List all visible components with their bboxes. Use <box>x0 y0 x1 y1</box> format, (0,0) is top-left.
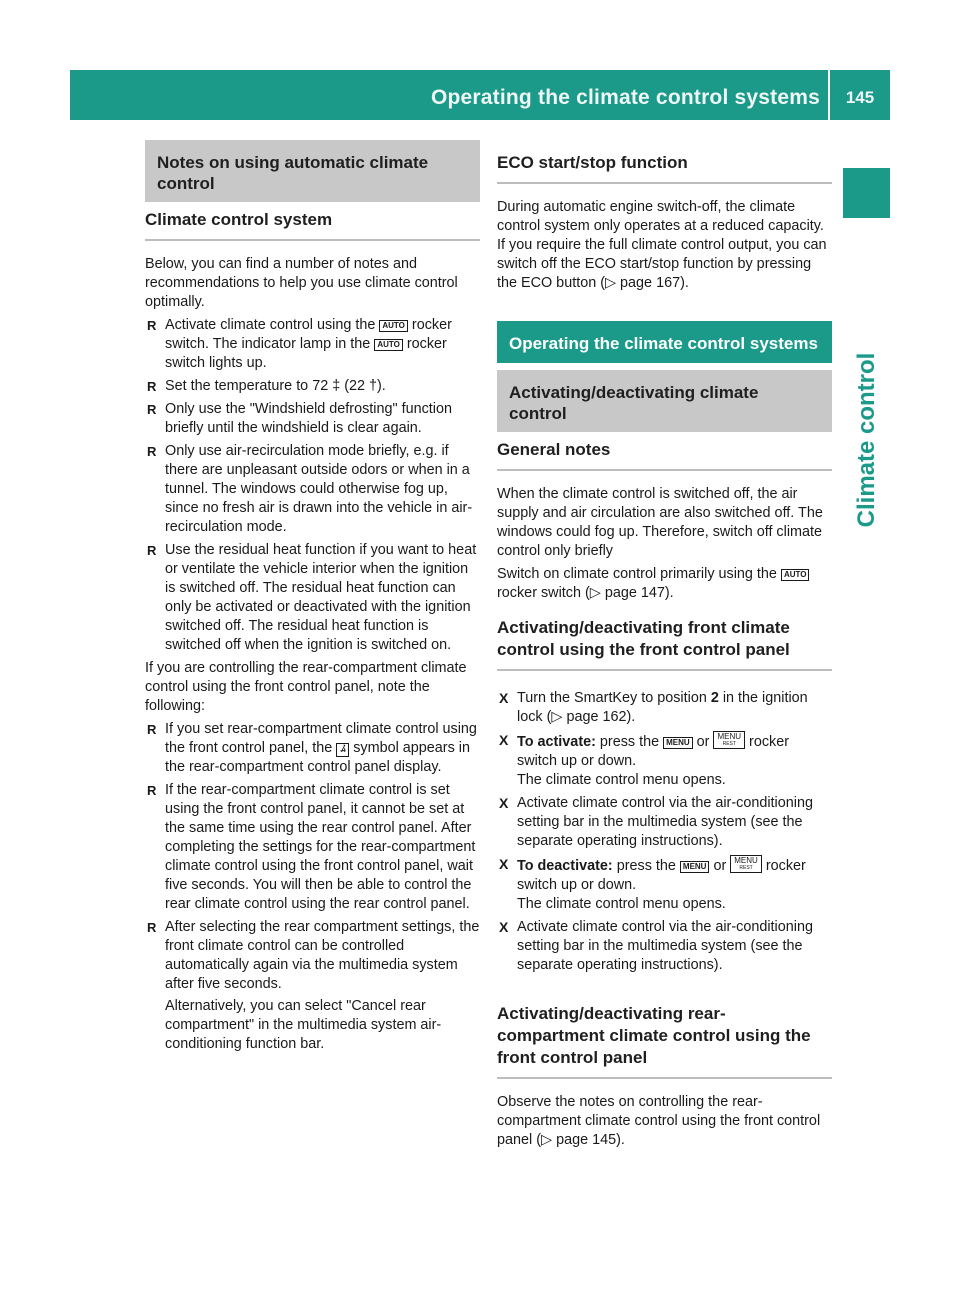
general-paragraph: When the climate control is switched off, the air supply and air circulation are also switched off. The windows could fog up. Therefore, switch off climate control only briefly <box>497 486 823 559</box>
auto-button-icon: AUTO <box>781 569 810 581</box>
subheading-general-notes: General notes <box>497 439 832 471</box>
menu-rest-button-icon: MENU REST <box>713 731 745 749</box>
list-item: R Only use air-recirculation mode briefly, e.g. if there are unpleasant outside odors or when in a tunnel. The windows could otherwise fog up, since no fresh air is drawn into the vehicle in air-recirculation mode. <box>145 442 480 537</box>
right-column <box>497 140 832 1150</box>
eco-paragraph: During automatic engine switch-off, the climate control system only operates at a reduced capacity. If you require the full climate control output, you can switch off the ECO start/stop function by pressing the ECO button (▷ page 167). <box>497 199 827 291</box>
subheading-front-control: Activating/deactivating front climate control using the front control panel <box>497 617 832 671</box>
list-item: X Activate climate control via the air-conditioning setting bar in the multimedia system (see the separate operating instructions). <box>497 918 832 975</box>
section-heading-notes: Notes on using automatic climate control <box>145 140 480 202</box>
intro-paragraph: Below, you can find a number of notes and recommendations to help you use climate control optimally. <box>145 256 458 310</box>
page-number: 145 <box>845 88 875 107</box>
section-heading-activating: Activating/deactivating climate control <box>497 370 832 432</box>
menu-button-icon: MENU <box>680 861 710 873</box>
list-item: R Use the residual heat function if you want to heat or ventilate the vehicle interior when the ignition is switched off. The residual heat function can only be activated or deactivated with the ignition switched off. The residual heat function is switched off when the ignition is switched on. <box>145 541 480 655</box>
section-heading-operating: Operating the climate control systems <box>497 321 832 363</box>
side-tab-label: Climate control <box>852 352 880 528</box>
list-item: R If you set rear-compartment climate control using the front control panel, the ﾑ symbol appears in the rear-compartment control panel display. <box>145 720 480 777</box>
list-item: R After selecting the rear compartment settings, the front climate control can be controlled automatically again via the multimedia system after five seconds. <box>145 918 480 994</box>
rear-paragraph: Observe the notes on controlling the rear-compartment climate control using the front control panel (▷ page 145). <box>497 1094 821 1148</box>
header-title: Operating the climate control systems <box>430 86 820 109</box>
side-tab-block <box>843 168 890 218</box>
list-item: R Set the temperature to 72 ‡ (22 †). <box>145 377 480 396</box>
subheading-rear-control: Activating/deactivating rear-compartment climate control using the front control panel <box>497 1003 832 1079</box>
list-item: X To activate: press the MENU or MENU REST rocker switch up or down. The climate control menu opens. <box>497 731 832 790</box>
page-header <box>70 70 890 120</box>
list-item: R If the rear-compartment climate control is set using the front control panel, it cannot be set at the same time using the rear control panel. After completing the settings for the rear-compartment climate control using the front control panel, wait five seconds. You will then be able to control the rear climate control using the rear control panel. <box>145 781 480 914</box>
auto-button-icon: AUTO <box>379 320 408 332</box>
menu-rest-button-icon: MENU REST <box>730 855 762 873</box>
side-tab <box>843 220 890 660</box>
paragraph-rear-notes: If you are controlling the rear-compartment climate control using the front control panel, note the following: <box>145 660 467 714</box>
rear-climate-icon: ﾑ <box>336 743 349 757</box>
auto-button-icon: AUTO <box>374 339 403 351</box>
list-item: X To deactivate: press the MENU or MENU REST rocker switch up or down. The climate control menu opens. <box>497 855 832 914</box>
list-item: R Activate climate control using the AUTO rocker switch. The indicator lamp in the AUTO rocker switch lights up. <box>145 316 480 373</box>
subheading-climate-system: Climate control system <box>145 209 480 241</box>
general-paragraph-2: Switch on climate control primarily using the AUTO rocker switch (▷ page 147). <box>497 565 832 603</box>
menu-button-icon: MENU <box>663 737 693 749</box>
list-item: X Turn the SmartKey to position 2 in the ignition lock (▷ page 162). <box>497 689 832 727</box>
subheading-eco: ECO start/stop function <box>497 140 832 184</box>
left-column <box>145 140 480 1054</box>
alternative-note: Alternatively, you can select "Cancel rear compartment" in the multimedia system air-conditioning function bar. <box>165 998 442 1052</box>
list-item: X Activate climate control via the air-conditioning setting bar in the multimedia system (see the separate operating instructions). <box>497 794 832 851</box>
list-item: R Only use the "Windshield defrosting" function briefly until the windshield is clear again. <box>145 400 480 438</box>
